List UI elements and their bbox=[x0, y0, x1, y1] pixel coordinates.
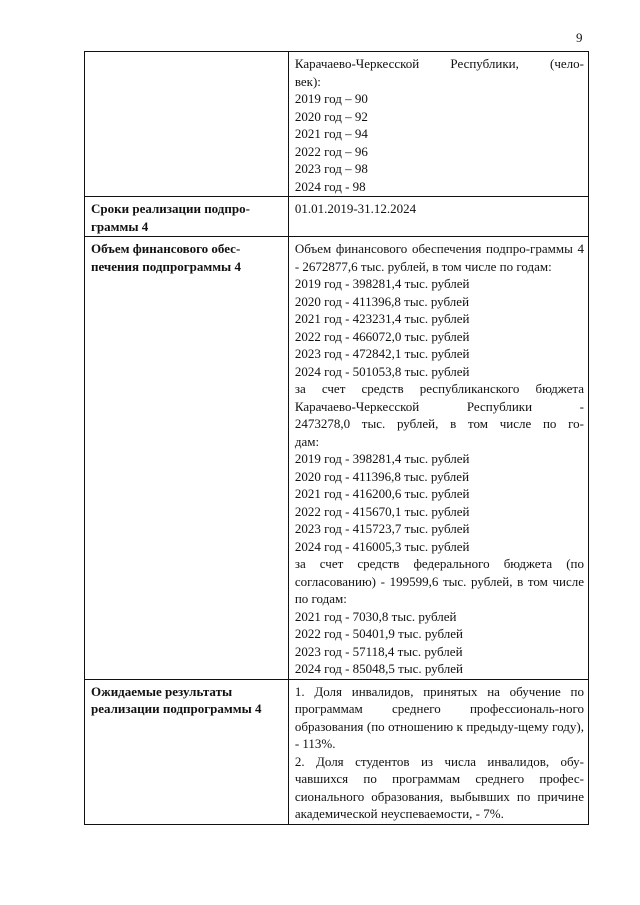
year-amount-line: 2021 год - 7030,8 тыс. рублей bbox=[294, 608, 457, 624]
subprogram-passport-table bbox=[84, 51, 589, 825]
year-line: 2023 год – 98 bbox=[294, 161, 368, 176]
table-row bbox=[85, 52, 589, 197]
republic-budget-intro: дам: bbox=[294, 433, 320, 449]
year-amount-line: 2022 год - 415670,1 тыс. рублей bbox=[294, 503, 470, 519]
republic-budget-intro: за счет средств республиканского бюджета bbox=[294, 381, 584, 396]
table-row bbox=[85, 679, 589, 824]
year-amount-line: 2019 год - 398281,4 тыс. рублей bbox=[294, 276, 470, 291]
federal-budget-intro: за счет средств федерального бюджета (по согласованию) - 199599,6 тыс. рублей, в том числе по годам: bbox=[294, 556, 584, 606]
year-amount-line: 2024 год - 501053,8 тыс. рублей bbox=[294, 363, 470, 379]
text-line: век): bbox=[294, 73, 321, 89]
table-row bbox=[85, 197, 589, 237]
year-line: 2022 год – 96 bbox=[294, 143, 368, 159]
year-line: 2021 год – 94 bbox=[294, 126, 368, 141]
expected-result-item: 2. Доля студентов из числа инвалидов, обу-чавшихся по программам среднего профес-сионального образования, выбывших по причине академической неуспеваемости, - 7%. bbox=[294, 753, 584, 821]
row-label: Ожидаемые результаты реализации подпрограммы 4 bbox=[85, 679, 289, 824]
year-amount-line: 2022 год - 50401,9 тыс. рублей bbox=[294, 626, 464, 641]
text-line: Карачаево-Черкесской Республики, (чело- bbox=[294, 56, 584, 71]
year-line: 2020 год – 92 bbox=[294, 108, 368, 124]
year-amount-line: 2024 год - 85048,5 тыс. рублей bbox=[294, 661, 464, 676]
row-value bbox=[288, 52, 588, 197]
year-amount-line: 2023 год - 472842,1 тыс. рублей bbox=[294, 346, 470, 361]
table-row bbox=[85, 237, 589, 680]
year-line: 2019 год – 90 bbox=[294, 91, 368, 106]
period-value: 01.01.2019-31.12.2024 bbox=[294, 201, 417, 216]
row-label: Объем финансового обес-печения подпрограммы 4 bbox=[85, 237, 289, 680]
year-amount-line: 2020 год - 411396,8 тыс. рублей bbox=[294, 468, 470, 484]
republic-budget-intro: 2473278,0 тыс. рублей, в том числе по го- bbox=[294, 416, 584, 431]
year-amount-line: 2021 год - 416200,6 тыс. рублей bbox=[294, 486, 470, 501]
row-value bbox=[288, 197, 588, 237]
row-value bbox=[288, 237, 588, 680]
year-amount-line: 2024 год - 416005,3 тыс. рублей bbox=[294, 538, 470, 554]
row-label: Сроки реализации подпро-граммы 4 bbox=[85, 197, 289, 237]
year-amount-line: 2019 год - 398281,4 тыс. рублей bbox=[294, 451, 470, 466]
year-amount-line: 2023 год - 57118,4 тыс. рублей bbox=[294, 643, 463, 659]
year-amount-line: 2022 год - 466072,0 тыс. рублей bbox=[294, 328, 470, 344]
year-amount-line: 2023 год - 415723,7 тыс. рублей bbox=[294, 521, 470, 536]
expected-result-item: 1. Доля инвалидов, принятых на обучение по программам среднего профессиональ-ного образования (по отношению к предыду-щему году), - 113%. bbox=[294, 683, 584, 751]
row-label bbox=[85, 52, 289, 197]
year-amount-line: 2021 год - 423231,4 тыс. рублей bbox=[294, 311, 470, 326]
funding-intro: Объем финансового обеспечения подпро-граммы 4 - 2672877,6 тыс. рублей, в том числе по годам: bbox=[294, 241, 584, 274]
year-amount-line: 2020 год - 411396,8 тыс. рублей bbox=[294, 293, 470, 309]
year-line: 2024 год - 98 bbox=[294, 178, 366, 194]
row-value bbox=[288, 679, 588, 824]
page-number: 9 bbox=[576, 30, 583, 45]
republic-budget-intro: Карачаево-Черкесской Республики - bbox=[294, 398, 584, 414]
